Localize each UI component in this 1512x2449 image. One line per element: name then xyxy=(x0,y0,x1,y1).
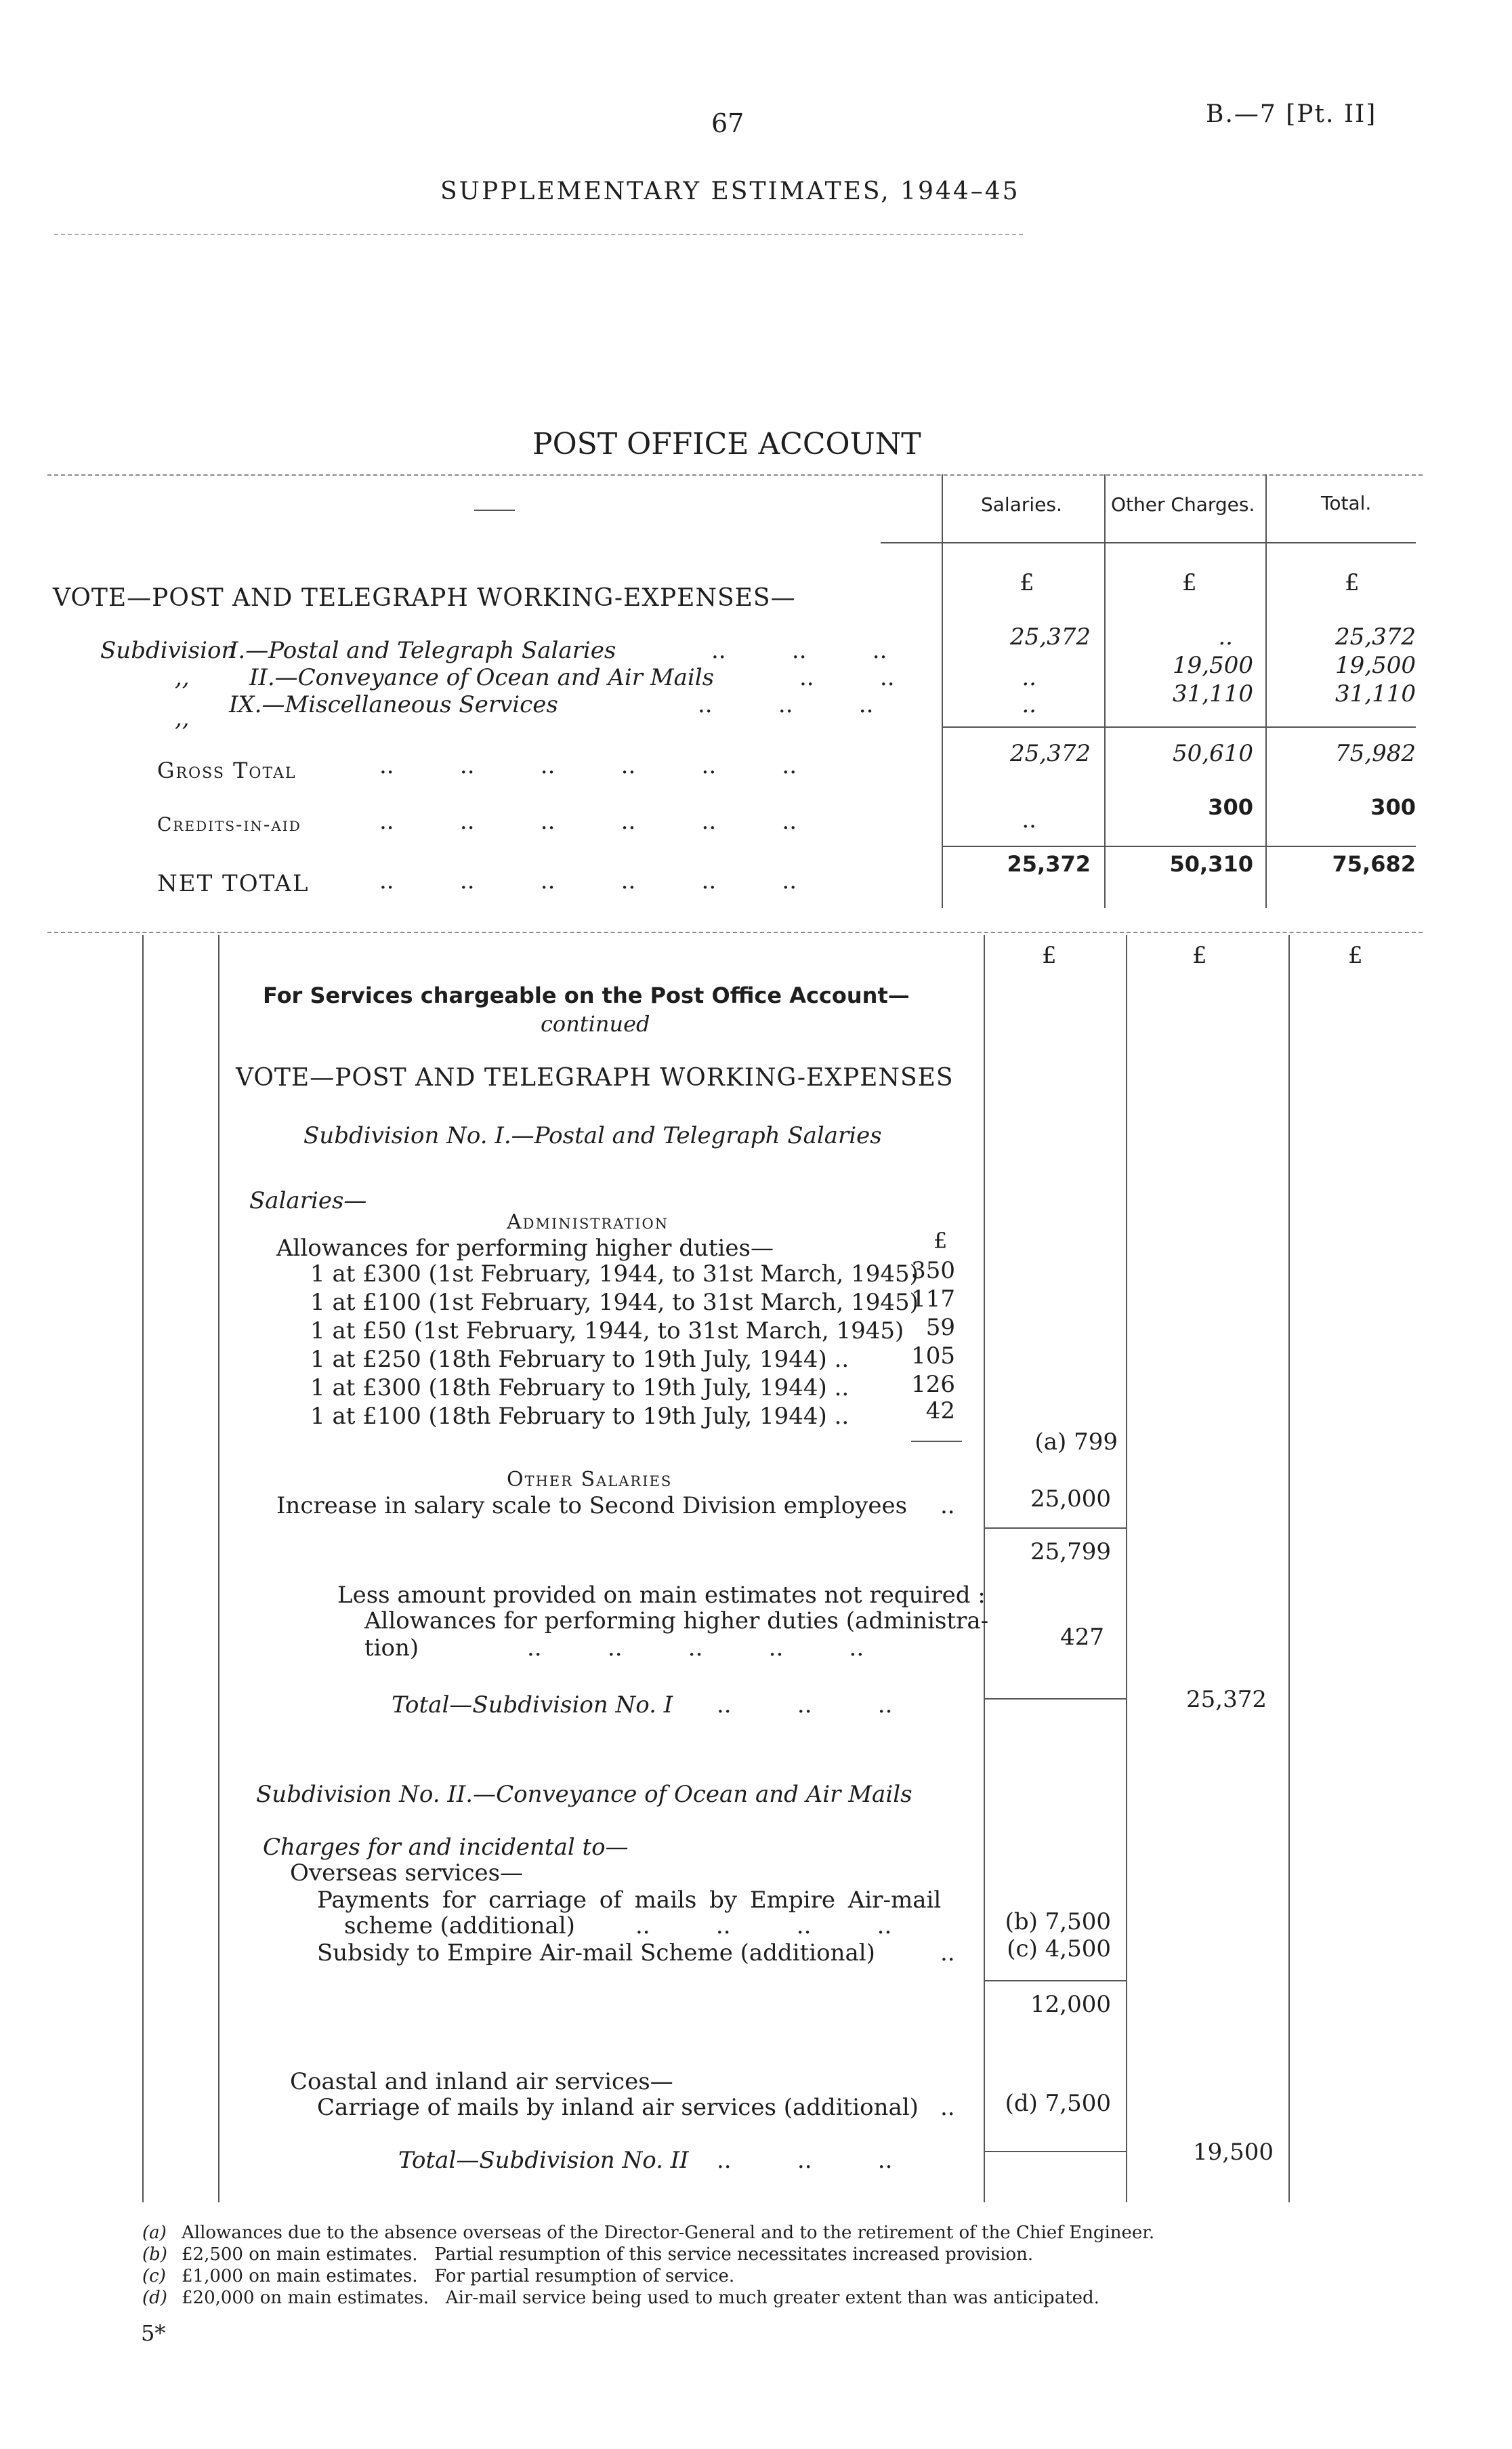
overseas-label: Overseas services— xyxy=(290,1859,524,1887)
row-label: IX.—Miscellaneous Services xyxy=(229,691,558,718)
list-item: 1 at £250 (18th February to 19th July, 1944) .. xyxy=(310,1346,849,1373)
allowances-currency: £ xyxy=(933,1228,948,1254)
less-line-3: tion) xyxy=(364,1634,419,1662)
list-item: 1 at £300 (1st February, 1944, to 31st March, 1945) xyxy=(310,1260,919,1288)
subsidy-amount: (c) 4,500 xyxy=(1007,1935,1111,1962)
subdivision-2-total-label: Total—Subdivision No. II xyxy=(398,2147,689,2174)
allowances-label: Allowances for performing higher duties— xyxy=(276,1235,774,1262)
row-total: 300 xyxy=(1370,794,1416,820)
charges-label: Charges for and incidental to— xyxy=(263,1834,629,1861)
summary-top-rule xyxy=(47,474,1423,476)
footnote-text: £1,000 on main estimates. For partial resumption of service. xyxy=(182,2266,735,2286)
less-amount: 427 xyxy=(1060,1624,1104,1651)
list-item-amount: 117 xyxy=(911,1285,955,1313)
list-item-amount: 105 xyxy=(911,1342,955,1370)
salaries-label: Salaries— xyxy=(249,1187,367,1214)
carriage-rule xyxy=(984,2151,1126,2152)
col-rule-3 xyxy=(1265,474,1267,908)
subdivision-1-title: Subdivision No. I.—Postal and Telegraph Salaries xyxy=(303,1122,882,1149)
detail-currency-3: £ xyxy=(1348,942,1363,969)
row-label: I.—Postal and Telegraph Salaries xyxy=(229,637,616,664)
row-salaries: 25,372 xyxy=(1007,851,1091,877)
subtotal-rule xyxy=(984,1527,1126,1529)
payments-amount: (b) 7,500 xyxy=(1005,1908,1111,1935)
row-total: 75,682 xyxy=(1332,851,1416,877)
less-line-2: Allowances for performing higher duties (administra- xyxy=(364,1607,989,1634)
row-salaries: .. xyxy=(1022,664,1036,691)
row-salaries: .. xyxy=(1022,806,1036,834)
row-total: 19,500 xyxy=(1335,652,1416,679)
footnote-text: £20,000 on main estimates. Air-mail service being used to much greater extent than was anticipated. xyxy=(182,2288,1099,2308)
list-item: 1 at £50 (1st February, 1944, to 31st March, 1945) xyxy=(310,1317,904,1344)
row-total: 25,372 xyxy=(1335,623,1416,651)
less-label: Less amount provided on main estimates not required : xyxy=(337,1582,986,1609)
list-item-amount: 59 xyxy=(925,1314,955,1341)
column-header-total: Total. xyxy=(1321,492,1372,514)
subdivision-2-title: Subdivision No. II.—Conveyance of Ocean and Air Mails xyxy=(256,1781,912,1808)
detail-left-rule xyxy=(142,935,144,2202)
row-total: 75,982 xyxy=(1335,740,1416,767)
detail-heading: For Services chargeable on the Post Office Account— xyxy=(263,983,910,1008)
detail-vote-heading: VOTE—POST AND TELEGRAPH WORKING-EXPENSES xyxy=(236,1064,954,1092)
row-other: .. xyxy=(1218,623,1233,651)
subdivision-1-total-amount: 25,372 xyxy=(1186,1686,1267,1713)
signature-mark: 5* xyxy=(141,2320,166,2346)
col-rule-2 xyxy=(1104,474,1106,908)
detail-currency-1: £ xyxy=(1042,942,1057,969)
footnote-mark: (b) xyxy=(142,2244,167,2265)
currency-other: £ xyxy=(1182,569,1197,596)
other-salaries-heading: Other Salaries xyxy=(507,1468,673,1491)
document-reference: B.—7 [Pt. II] xyxy=(1206,100,1377,128)
row-label: Gross Total xyxy=(157,758,297,783)
list-item-amount: 42 xyxy=(925,1397,955,1424)
running-title: SUPPLEMENTARY ESTIMATES, 1944–45 xyxy=(440,178,1020,205)
col-rule-1 xyxy=(942,474,943,908)
allowances-rule xyxy=(911,1441,962,1442)
title-dash xyxy=(474,510,515,511)
allowances-total: (a) 799 xyxy=(1034,1428,1118,1456)
carriage-amount: (d) 7,500 xyxy=(1005,2090,1111,2117)
detail-heading-continued: continued xyxy=(541,1011,650,1037)
column-header-salaries: Salaries. xyxy=(981,493,1062,516)
row-other: 50,610 xyxy=(1173,740,1253,767)
currency-salaries: £ xyxy=(1020,569,1034,596)
footnote-text: Allowances due to the absence overseas of the Director-General and to the retirement of the Chief Engineer. xyxy=(182,2223,1155,2243)
row-label: II.—Conveyance of Ocean and Air Mails xyxy=(249,664,715,691)
row-prefix: ,, xyxy=(175,705,190,732)
credits-bottom-rule xyxy=(942,846,1416,847)
row-label: NET TOTAL xyxy=(157,870,310,897)
overseas-total: 12,000 xyxy=(1030,1991,1111,2018)
summary-bottom-rule xyxy=(47,932,1423,933)
payments-line-1: Payments for carriage of mails by Empire Air-mail xyxy=(317,1887,942,1914)
salaries-subtotal: 25,799 xyxy=(1030,1538,1111,1565)
subdivision-2-total-amount: 19,500 xyxy=(1193,2139,1274,2166)
less-rule xyxy=(984,1698,1126,1700)
column-header-other: Other Charges. xyxy=(1111,493,1255,516)
vote-heading: VOTE—POST AND TELEGRAPH WORKING-EXPENSES— xyxy=(53,584,796,612)
coastal-label: Coastal and inland air services— xyxy=(290,2068,673,2095)
rows-bottom-rule xyxy=(942,726,1416,728)
payments-line-2: scheme (additional) xyxy=(344,1912,575,1939)
row-other: 31,110 xyxy=(1173,680,1253,707)
row-prefix: ,, xyxy=(175,664,190,691)
footnote-mark: (c) xyxy=(142,2266,166,2286)
detail-left-rule-2 xyxy=(218,935,219,2202)
subsidy-label: Subsidy to Empire Air-mail Scheme (additional) xyxy=(317,1939,875,1967)
row-other: 300 xyxy=(1208,794,1253,820)
row-prefix: Subdivision xyxy=(100,637,236,664)
list-item: 1 at £300 (18th February to 19th July, 1944) .. xyxy=(310,1374,849,1401)
administration-heading: Administration xyxy=(507,1210,669,1234)
row-label: Credits-in-aid xyxy=(157,813,301,836)
list-item: 1 at £100 (18th February to 19th July, 1944) .. xyxy=(310,1403,849,1430)
footnote-mark: (a) xyxy=(142,2223,167,2243)
row-salaries: .. xyxy=(1022,691,1036,718)
page-number: 67 xyxy=(711,108,744,138)
section-title: POST OFFICE ACCOUNT xyxy=(532,427,921,461)
row-other: 50,310 xyxy=(1169,851,1253,877)
detail-currency-2: £ xyxy=(1192,942,1207,969)
currency-total: £ xyxy=(1345,569,1360,596)
row-total: 31,110 xyxy=(1335,680,1416,707)
header-rule xyxy=(54,234,1023,235)
carriage-label: Carriage of mails by inland air services (additional) xyxy=(317,2094,919,2121)
detail-amount-rule-3 xyxy=(1288,935,1290,2202)
header-bottom-rule xyxy=(881,542,1416,543)
increase-label: Increase in salary scale to Second Division employees xyxy=(276,1492,908,1519)
increase-amount: 25,000 xyxy=(1030,1485,1111,1512)
subdivision-1-total-label: Total—Subdivision No. I xyxy=(392,1691,673,1719)
row-other: 19,500 xyxy=(1173,652,1253,679)
footnote-mark: (d) xyxy=(142,2288,167,2308)
row-salaries: 25,372 xyxy=(1010,740,1091,767)
list-item-amount: 350 xyxy=(911,1257,955,1284)
overseas-rule xyxy=(984,1980,1126,1981)
footnote-text: £2,500 on main estimates. Partial resumption of this service necessitates increased provision. xyxy=(182,2244,1034,2265)
row-salaries: 25,372 xyxy=(1010,623,1091,651)
detail-amount-rule-2 xyxy=(1126,935,1127,2202)
list-item-amount: 126 xyxy=(911,1371,955,1398)
detail-amount-rule-1 xyxy=(984,935,985,2202)
list-item: 1 at £100 (1st February, 1944, to 31st March, 1945) xyxy=(310,1289,919,1316)
